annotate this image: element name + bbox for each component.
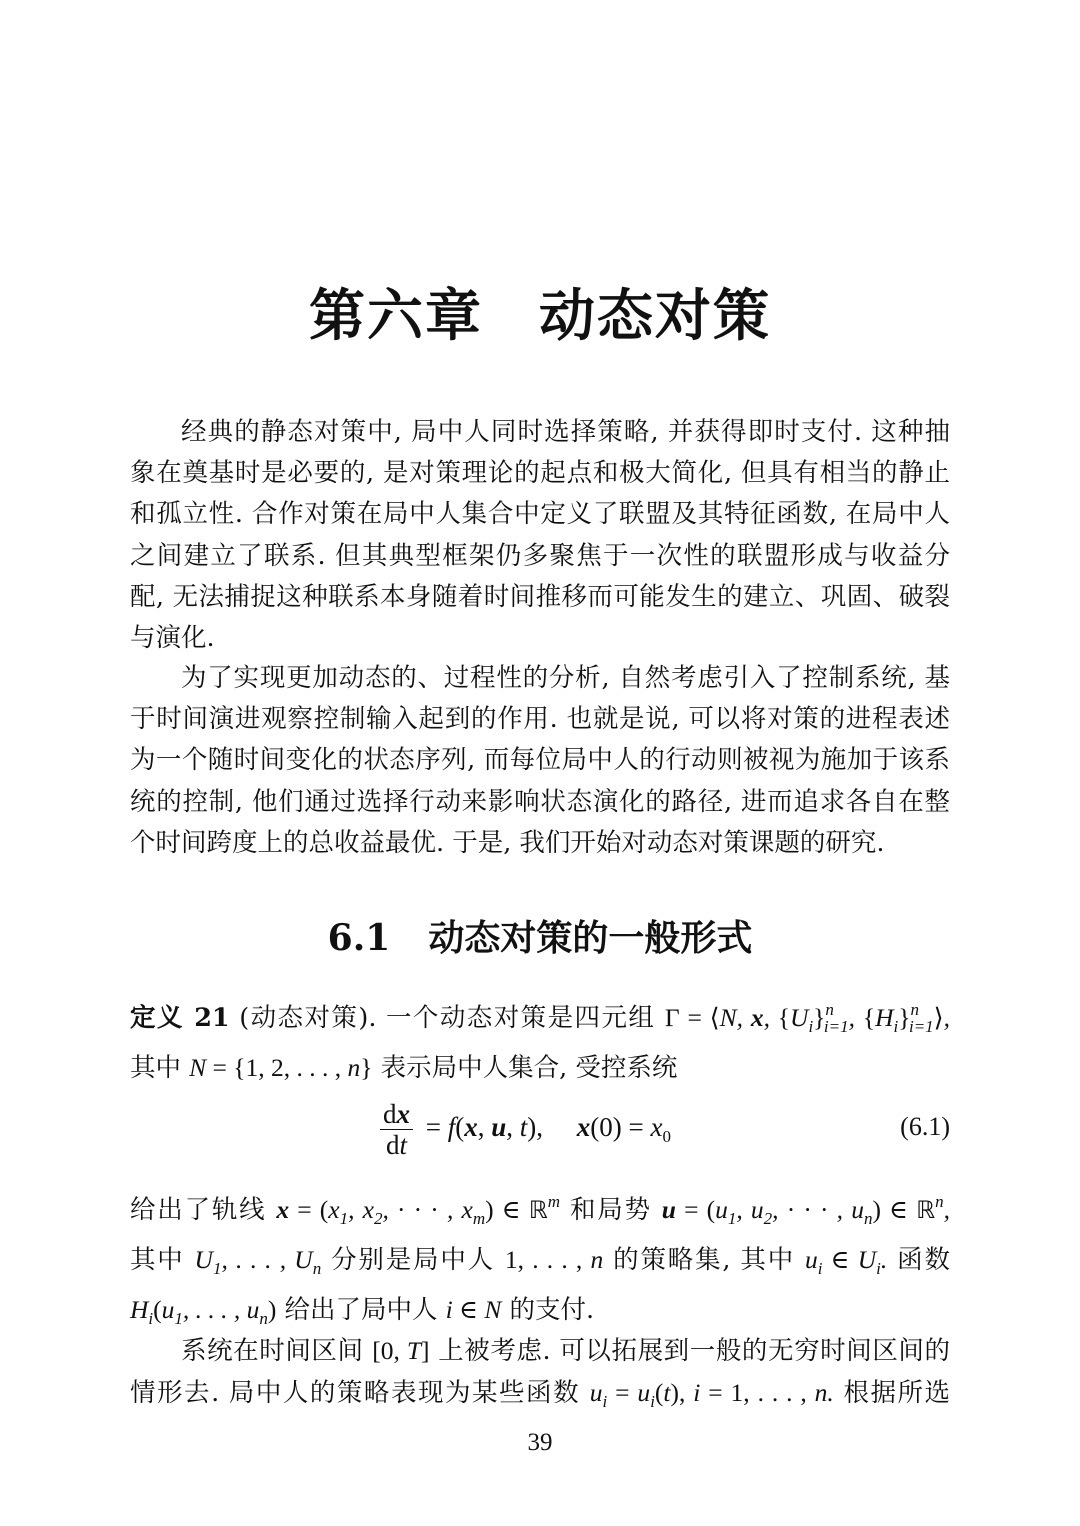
text-line: 配, 无法捕捉这种联系本身随着时间推移而可能发生的建立、巩固、破裂 — [130, 581, 950, 612]
definition-text: 给出了局中人 — [284, 1295, 438, 1326]
math-player-index: i ∈ N — [445, 1295, 502, 1325]
definition-block — [130, 989, 950, 1089]
definition-text: 一个动态对策是四元组 — [385, 1003, 656, 1033]
math-trajectory: $x = (x_1$, $x_2$, · · · , $x_m$) ∈ ℝ$^m$ — [276, 1192, 561, 1228]
definition-line-2 — [130, 1047, 950, 1089]
definition-text: 分别是局中人 — [331, 1245, 495, 1276]
math-interval: [0, T] — [372, 1336, 430, 1365]
math-strategy-function: $u_i = u_i(t)$, i = 1, . . . , n. — [589, 1378, 834, 1412]
text-line — [130, 1330, 950, 1372]
definition-text: 给出了轨线 — [130, 1195, 267, 1225]
math-payoff: $H_i(u_1$, . . . , $u_n$) — [130, 1295, 277, 1329]
math-players: 1, . . . , n — [504, 1245, 604, 1275]
closing-text: 系统在时间区间 — [181, 1336, 364, 1366]
definition-continued — [130, 1181, 950, 1340]
text-line: 个时间跨度上的总收益最优. 于是, 我们开始对动态对策课题的研究. — [130, 827, 885, 858]
page-number: 39 — [527, 1429, 553, 1456]
definition-text: 的支付. — [509, 1295, 595, 1326]
closing-text: 上被考虑. 可以拓展到一般的无穷时间区间的 — [438, 1336, 950, 1366]
definition-text: 其中 — [130, 1245, 185, 1276]
derivative-fraction: $\frac{dx}{dt}$ — [380, 1099, 413, 1160]
text-line — [130, 1372, 950, 1422]
definition-text: 和局势 — [569, 1195, 652, 1225]
chapter-title — [0, 272, 1080, 352]
text-line: 与演化. — [130, 623, 215, 654]
chapter-label: 第六章 — [309, 283, 483, 349]
definition-name: (动态对策). — [239, 1003, 377, 1033]
definition-label: 定义 21 — [130, 1003, 230, 1033]
closing-text: 根据所选 — [843, 1378, 951, 1409]
definition-line-1 — [130, 989, 950, 1047]
equation-body: $\frac{dx}{dt}$ = f(x, u, t), $x(0) = x_0$ — [380, 1094, 671, 1164]
text-line: 为了实现更加动态的、过程性的分析, 自然考虑引入了控制系统, 基 — [181, 663, 950, 693]
intro-paragraph-1 — [130, 412, 950, 659]
math-membership: $u_i$ ∈ $U_i$. — [804, 1245, 888, 1279]
chapter-name: 动态对策 — [539, 283, 771, 349]
definition-line-3 — [130, 1181, 950, 1239]
intro-paragraph-2 — [130, 658, 950, 864]
definition-text: 的策略集, 其中 — [613, 1245, 796, 1276]
section-number: 6.1 — [327, 917, 391, 959]
definition-text: 函数 — [897, 1245, 950, 1276]
text-line: 于时间演进观察控制输入起到的作用. 也就是说, 可以将对策的进程表述 — [130, 704, 950, 735]
equation-number: (6.1) — [900, 1112, 950, 1141]
math-tuple: Γ = ⟨N, x, $\{U_i\}^n_{i=1}$, $\{H_i\}^n_{i=1}⟩$, — [664, 1000, 950, 1036]
math-player-set: N = {1, 2, . . . , n} — [189, 1053, 373, 1083]
definition-line-4 — [130, 1239, 950, 1289]
text-line: 经典的静态对策中, 局中人同时选择策略, 并获得即时支付. 这种抽 — [181, 417, 950, 447]
definition-text: 其中 — [130, 1053, 182, 1084]
math-situation: $u = (u_1$, $u_2$, · · · , $u_n$) ∈ ℝ$^n$, — [661, 1192, 951, 1228]
text-line: 统的控制, 他们通过选择行动来影响状态演化的路径, 进而追求各自在整 — [130, 786, 950, 817]
closing-paragraph — [130, 1330, 950, 1422]
text-line: 之间建立了联系. 但其典型框架仍多聚焦于一次性的联盟形成与收益分 — [130, 540, 950, 571]
definition-text: 表示局中人集合, 受控系统 — [380, 1053, 678, 1084]
math-strategy-sets: $U_1$, . . . , $U_n$ — [194, 1245, 322, 1279]
text-line: 象在奠基时是必要的, 是对策理论的起点和极大简化, 但具有相当的静止 — [130, 458, 950, 489]
text-line: 为一个随时间变化的状态序列, 而每位局中人的行动则被视为施加于该系 — [130, 745, 950, 776]
text-line: 和孤立性. 合作对策在局中人集合中定义了联盟及其特征函数, 在局中人 — [130, 499, 950, 530]
section-title: 动态对策的一般形式 — [428, 917, 753, 959]
equation-6-1 — [130, 1094, 950, 1164]
section-heading — [0, 910, 1080, 961]
closing-text: 情形去. 局中人的策略表现为某些函数 — [130, 1378, 581, 1409]
